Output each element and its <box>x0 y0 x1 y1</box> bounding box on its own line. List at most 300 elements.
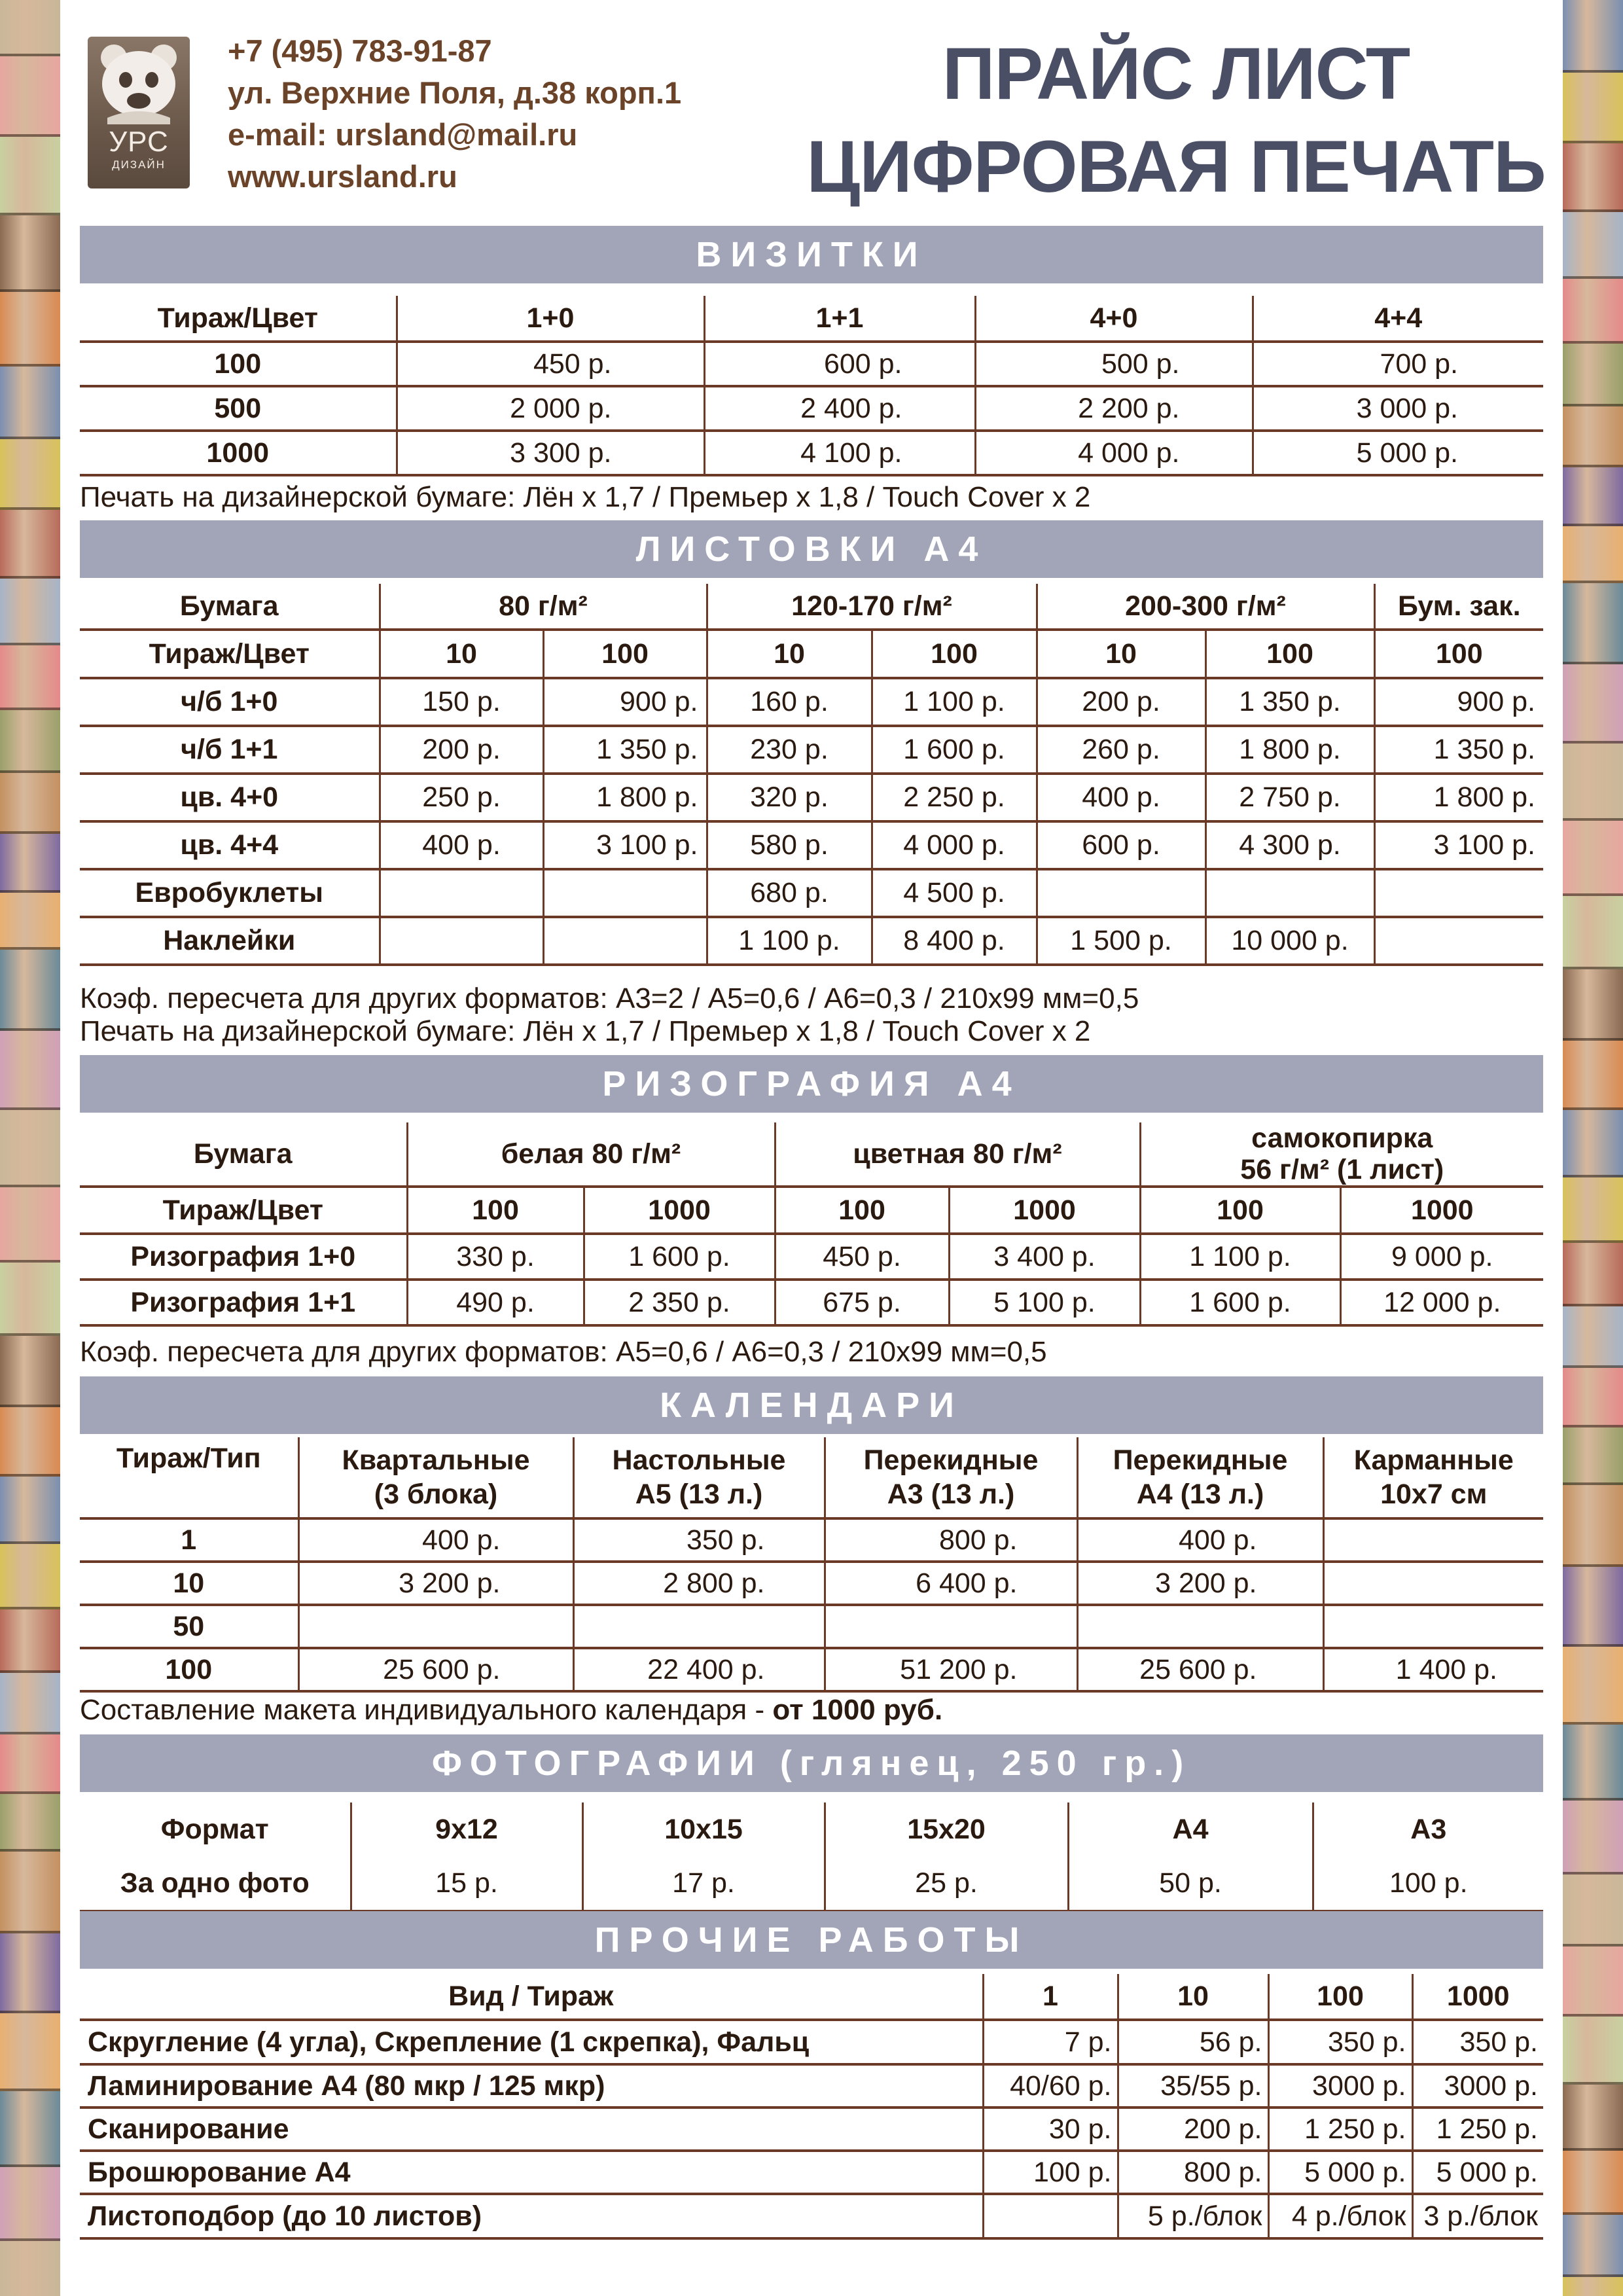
table-row <box>80 2064 1543 2108</box>
wood-plank <box>1563 1306 1623 1368</box>
section-header-photos: ФОТОГРАФИИ (глянец, 250 гр.) <box>80 1734 1543 1792</box>
service-name: Скругление (4 угла), Скрепление (1 скрепка), Фальц <box>80 2020 983 2064</box>
wood-plank <box>0 710 60 773</box>
photos-table <box>80 1803 1543 1912</box>
header-line: А3 (13 л.) <box>887 1479 1015 1510</box>
paper-label: Бумага <box>80 1122 407 1187</box>
wood-plank <box>1563 1177 1623 1243</box>
price-cell: 2 350 р. <box>584 1280 775 1325</box>
row-label: ч/б 1+0 <box>80 678 380 726</box>
price-cell <box>298 1605 573 1648</box>
table-row <box>80 386 1543 431</box>
table-row <box>80 2108 1543 2151</box>
price-cell: 200 р. <box>1118 2108 1268 2151</box>
price-cell: 5 000 р. <box>1412 2151 1543 2194</box>
wood-plank <box>1563 896 1623 969</box>
paper-type: белая 80 г/м² <box>407 1122 775 1187</box>
row-label: цв. 4+0 <box>80 774 380 821</box>
section-header-business-cards: ВИЗИТКИ <box>80 226 1543 283</box>
wood-plank <box>0 137 60 215</box>
header-cell: 10 <box>380 630 543 678</box>
logo-subtitle: ДИЗАЙН <box>112 158 166 171</box>
wood-plank <box>1563 1946 1623 2017</box>
price-cell: 1 350 р. <box>543 726 707 774</box>
wood-plank <box>1563 2277 1623 2296</box>
header-cell: 15х20 <box>825 1803 1068 1856</box>
price-cell: 1 800 р. <box>543 774 707 821</box>
wood-plank <box>0 2091 60 2167</box>
header-line: А5 (13 л.) <box>635 1479 763 1510</box>
price-cell: 1 250 р. <box>1268 2108 1412 2151</box>
header-cell: 100 <box>543 630 707 678</box>
price-cell: 230 р. <box>707 726 872 774</box>
price-cell: 1 350 р. <box>1374 726 1543 774</box>
price-cell: 1 500 р. <box>1037 917 1205 965</box>
price-cell: 4 000 р. <box>975 431 1253 475</box>
header-cell: А4 <box>1068 1803 1313 1856</box>
price-cell: 25 600 р. <box>298 1648 573 1691</box>
price-cell: 9 000 р. <box>1340 1234 1543 1280</box>
price-cell: 4 300 р. <box>1205 821 1374 869</box>
wood-plank <box>1563 1368 1623 1427</box>
header-cell: Тираж/Цвет <box>80 1187 407 1234</box>
website-link[interactable]: www.ursland.ru <box>228 159 457 194</box>
flyers-paper-note: Печать на дизайнерской бумаге: Лён х 1,7 / Премьер х 1,8 / Touch Cover х 2 <box>80 1015 1091 1047</box>
wood-plank <box>1563 583 1623 664</box>
price-cell <box>543 869 707 917</box>
wood-plank <box>1563 664 1623 744</box>
price-cell: 7 р. <box>983 2020 1118 2064</box>
header-cell: Тираж/Цвет <box>80 630 380 678</box>
wood-plank <box>0 645 60 710</box>
price-cell: 3 200 р. <box>1077 1562 1323 1605</box>
paper-row <box>80 1122 1543 1187</box>
header-cell: 100 <box>1268 1974 1412 2020</box>
header-cell: 1000 <box>949 1187 1140 1234</box>
price-cell: 400 р. <box>298 1518 573 1562</box>
row-label: 100 <box>80 342 397 386</box>
header-cell: 4+0 <box>975 296 1253 342</box>
row-label: 500 <box>80 386 397 431</box>
price-cell: 400 р. <box>1037 774 1205 821</box>
table-header-row <box>80 1437 1543 1518</box>
header-cell: 1+1 <box>704 296 975 342</box>
header-cell: 100 <box>407 1187 584 1234</box>
price-cell: 5 р./блок <box>1118 2194 1268 2238</box>
wood-plank <box>0 1734 60 1794</box>
wood-plank <box>1563 1874 1623 1946</box>
company-logo <box>88 37 190 188</box>
price-cell: 12 000 р. <box>1340 1280 1543 1325</box>
header-line: А4 (13 л.) <box>1136 1479 1264 1510</box>
wood-plank <box>1563 1041 1623 1110</box>
wood-plank <box>1563 1485 1623 1567</box>
header-line: Карманные <box>1353 1444 1514 1476</box>
price-cell <box>1323 1605 1543 1648</box>
wood-plank <box>1563 526 1623 583</box>
price-cell: 100 р. <box>983 2151 1118 2194</box>
calendars-note-price: от 1000 руб. <box>772 1694 943 1726</box>
wood-plank <box>1563 212 1623 279</box>
price-cell: 3 000 р. <box>1253 386 1543 431</box>
price-cell: 1 400 р. <box>1323 1648 1543 1691</box>
price-cell: 500 р. <box>975 342 1253 386</box>
header-cell: 1000 <box>584 1187 775 1234</box>
title-line-2: ЦИФРОВАЯ ПЕЧАТЬ <box>806 126 1546 207</box>
wood-plank <box>0 950 60 1031</box>
wood-plank <box>0 1263 60 1336</box>
paper-type: цветная 80 г/м² <box>775 1122 1140 1187</box>
wood-plank <box>1563 1427 1623 1485</box>
wood-plank-border-right <box>1563 0 1623 2296</box>
wood-plank <box>0 1794 60 1852</box>
header-cell: 100 <box>1374 630 1543 678</box>
table-row <box>80 1234 1543 1280</box>
wood-plank <box>0 1673 60 1734</box>
header-cell: 10х15 <box>582 1803 825 1856</box>
price-cell <box>1323 1562 1543 1605</box>
paper-type: Бум. зак. <box>1374 584 1543 630</box>
price-cell: 160 р. <box>707 678 872 726</box>
price-cell: 260 р. <box>1037 726 1205 774</box>
table-row <box>80 2151 1543 2194</box>
price-cell <box>380 917 543 965</box>
logo-title: УРС <box>109 126 169 158</box>
wood-plank <box>1563 2215 1623 2277</box>
price-cell: 3 300 р. <box>397 431 704 475</box>
wood-plank <box>1563 143 1623 212</box>
price-cell: 800 р. <box>1118 2151 1268 2194</box>
price-cell: 4 000 р. <box>872 821 1037 869</box>
wood-plank <box>0 1110 60 1187</box>
table-row <box>80 917 1543 965</box>
price-cell: 3000 р. <box>1412 2064 1543 2108</box>
price-cell <box>380 869 543 917</box>
header-cell: Тираж/Цвет <box>80 296 397 342</box>
header-cell <box>1323 1437 1543 1518</box>
row-label: Ризография 1+1 <box>80 1280 407 1325</box>
price-cell: 5 100 р. <box>949 1280 1140 1325</box>
price-cell: 1 800 р. <box>1374 774 1543 821</box>
price-cell <box>573 1605 825 1648</box>
header-cell: 10 <box>707 630 872 678</box>
price-cell <box>983 2194 1118 2238</box>
row-label: 100 <box>80 1648 298 1691</box>
table-row <box>80 678 1543 726</box>
business-cards-table <box>80 296 1543 476</box>
header-cell: 1+0 <box>397 296 704 342</box>
wood-plank <box>1563 73 1623 143</box>
price-cell: 680 р. <box>707 869 872 917</box>
table-row <box>80 342 1543 386</box>
price-cell: 3 200 р. <box>298 1562 573 1605</box>
price-cell: 350 р. <box>1412 2020 1543 2064</box>
price-cell: 1 100 р. <box>707 917 872 965</box>
price-cell: 22 400 р. <box>573 1648 825 1691</box>
row-label: 50 <box>80 1605 298 1648</box>
price-cell: 200 р. <box>380 726 543 774</box>
wood-plank <box>1563 1110 1623 1177</box>
wood-plank <box>1563 467 1623 526</box>
price-cell: 2 750 р. <box>1205 774 1374 821</box>
price-cell <box>1374 869 1543 917</box>
price-cell <box>1323 1518 1543 1562</box>
price-cell: 3 р./блок <box>1412 2194 1543 2238</box>
table-row <box>80 2020 1543 2064</box>
price-cell: 1 350 р. <box>1205 678 1374 726</box>
row-label: 1 <box>80 1518 298 1562</box>
price-cell: 2 200 р. <box>975 386 1253 431</box>
contact-block <box>228 30 681 198</box>
email-link[interactable]: e-mail: ursland@mail.ru <box>228 117 578 152</box>
wood-plank <box>1563 2017 1623 2085</box>
wood-plank <box>0 510 60 579</box>
price-cell: 50 р. <box>1068 1856 1313 1911</box>
price-cell: 330 р. <box>407 1234 584 1280</box>
table-row <box>80 869 1543 917</box>
price-cell: 900 р. <box>1374 678 1543 726</box>
price-cell: 2 000 р. <box>397 386 704 431</box>
header-cell: А3 <box>1313 1803 1543 1856</box>
header-cell: 100 <box>775 1187 949 1234</box>
service-name: Листоподбор (до 10 листов) <box>80 2194 983 2238</box>
row-label: Ризография 1+0 <box>80 1234 407 1280</box>
price-cell <box>825 1605 1077 1648</box>
price-cell: 800 р. <box>825 1518 1077 1562</box>
wood-plank <box>0 1407 60 1477</box>
phone-number[interactable]: +7 (495) 783-91-87 <box>228 33 492 68</box>
header-line: Квартальные <box>342 1444 530 1476</box>
price-cell: 3000 р. <box>1268 2064 1412 2108</box>
price-cell: 4 500 р. <box>872 869 1037 917</box>
price-cell: 700 р. <box>1253 342 1543 386</box>
table-header-row <box>80 1974 1543 2020</box>
price-cell: 450 р. <box>775 1234 949 1280</box>
wood-plank <box>1563 1647 1623 1725</box>
service-name: Сканирование <box>80 2108 983 2151</box>
wood-plank <box>1563 0 1623 73</box>
price-cell: 25 600 р. <box>1077 1648 1323 1691</box>
wood-plank <box>0 1187 60 1263</box>
price-cell <box>1205 869 1374 917</box>
price-cell: 15 р. <box>351 1856 582 1911</box>
table-row <box>80 1562 1543 1605</box>
table-row <box>80 726 1543 774</box>
price-cell: 35/55 р. <box>1118 2064 1268 2108</box>
wood-plank <box>0 1031 60 1110</box>
row-label: цв. 4+4 <box>80 821 380 869</box>
wood-plank <box>0 0 60 56</box>
price-cell: 1 600 р. <box>872 726 1037 774</box>
price-cell: 8 400 р. <box>872 917 1037 965</box>
price-cell <box>1077 1605 1323 1648</box>
table-row <box>80 1280 1543 1325</box>
section-header-calendars: КАЛЕНДАРИ <box>80 1376 1543 1434</box>
table-row <box>80 821 1543 869</box>
address: ул. Верхние Поля, д.38 корп.1 <box>228 75 682 110</box>
wood-plank <box>0 579 60 645</box>
price-cell: 1 600 р. <box>584 1234 775 1280</box>
header-cell <box>825 1437 1077 1518</box>
price-cell: 25 р. <box>825 1856 1068 1911</box>
wood-plank <box>1563 2085 1623 2151</box>
wood-plank <box>0 1933 60 2013</box>
wood-plank <box>1563 406 1623 467</box>
table-row <box>80 1605 1543 1648</box>
table-header-row <box>80 1187 1543 1234</box>
table-row <box>80 1648 1543 1691</box>
wood-plank <box>0 1609 60 1673</box>
wood-plank <box>1563 1725 1623 1801</box>
price-cell: 350 р. <box>573 1518 825 1562</box>
calendars-note <box>80 1693 942 1727</box>
table-header-row <box>80 630 1543 678</box>
wood-plank <box>1563 1243 1623 1306</box>
table-row <box>80 1518 1543 1562</box>
wood-plank <box>1563 744 1623 821</box>
wood-plank <box>1563 344 1623 406</box>
header-cell: 100 <box>872 630 1037 678</box>
service-name: Брошюрование А4 <box>80 2151 983 2194</box>
price-cell: 40/60 р. <box>983 2064 1118 2108</box>
wood-plank <box>0 2167 60 2241</box>
price-cell: 675 р. <box>775 1280 949 1325</box>
wood-plank <box>0 773 60 834</box>
paper-row <box>80 584 1543 630</box>
table-row <box>80 1856 1543 1911</box>
header-cell: 100 <box>1205 630 1374 678</box>
table-row <box>80 2194 1543 2238</box>
paper-type-carbonless <box>1140 1122 1543 1187</box>
price-list-sheet <box>60 0 1563 2296</box>
wood-plank <box>0 439 60 510</box>
paper-type: 120-170 г/м² <box>707 584 1037 630</box>
header-line: Настольные <box>612 1444 786 1476</box>
row-label: 1000 <box>80 431 397 475</box>
header-cell: 9х12 <box>351 1803 582 1856</box>
wood-plank <box>0 367 60 439</box>
header-cell: 4+4 <box>1253 296 1543 342</box>
price-cell: 250 р. <box>380 774 543 821</box>
header-cell: 100 <box>1140 1187 1340 1234</box>
price-cell <box>543 917 707 965</box>
header-cell: 1 <box>983 1974 1118 2020</box>
price-cell: 200 р. <box>1037 678 1205 726</box>
document-title <box>793 27 1559 213</box>
header-line: 10х7 см <box>1380 1479 1488 1510</box>
header-cell <box>80 1437 298 1518</box>
wood-plank <box>0 834 60 893</box>
price-cell: 1 600 р. <box>1140 1280 1340 1325</box>
calendars-note-text: Составление макета индивидуального календаря - <box>80 1694 773 1726</box>
section-header-flyers: ЛИСТОВКИ А4 <box>80 520 1543 578</box>
price-cell: 56 р. <box>1118 2020 1268 2064</box>
wood-plank <box>1563 1567 1623 1647</box>
header-line: Перекидные <box>863 1444 1039 1476</box>
wood-plank <box>0 1477 60 1544</box>
header-cell <box>298 1437 573 1518</box>
wood-plank <box>1563 969 1623 1041</box>
wood-plank <box>0 215 60 292</box>
header-cell: 10 <box>1037 630 1205 678</box>
price-cell: 2 250 р. <box>872 774 1037 821</box>
price-cell: 30 р. <box>983 2108 1118 2151</box>
paper-type-line: самокопирка <box>1251 1122 1433 1154</box>
price-cell: 6 400 р. <box>825 1562 1077 1605</box>
paper-type: 200-300 г/м² <box>1037 584 1374 630</box>
price-cell: 1 800 р. <box>1205 726 1374 774</box>
wood-plank <box>1563 1801 1623 1874</box>
wood-plank <box>1563 821 1623 896</box>
price-cell: 1 100 р. <box>1140 1234 1340 1280</box>
price-cell: 400 р. <box>380 821 543 869</box>
business-cards-note: Печать на дизайнерской бумаге: Лён х 1,7 / Премьер х 1,8 / Touch Cover х 2 <box>80 481 1091 513</box>
header-cell: Формат <box>160 1813 269 1845</box>
price-cell: 5 000 р. <box>1268 2151 1412 2194</box>
price-cell: 900 р. <box>543 678 707 726</box>
price-cell: 580 р. <box>707 821 872 869</box>
row-label: Евробуклеты <box>80 869 380 917</box>
header-cell: 1000 <box>1412 1974 1543 2020</box>
paper-type: 80 г/м² <box>380 584 707 630</box>
wood-plank <box>0 56 60 137</box>
wood-plank <box>0 1852 60 1933</box>
wood-plank <box>1563 2151 1623 2215</box>
price-cell: 51 200 р. <box>825 1648 1077 1691</box>
wood-plank <box>1563 279 1623 344</box>
price-cell <box>1374 917 1543 965</box>
table-header-row <box>80 296 1543 342</box>
header-line: Тираж/Тип <box>116 1443 261 1474</box>
price-cell: 4 100 р. <box>704 431 975 475</box>
price-cell: 1 250 р. <box>1412 2108 1543 2151</box>
other-works-table <box>80 1974 1543 2240</box>
price-cell: 490 р. <box>407 1280 584 1325</box>
wood-plank-border-left <box>0 0 60 2296</box>
row-label: За одно фото <box>80 1856 351 1911</box>
price-cell: 5 000 р. <box>1253 431 1543 475</box>
price-cell: 1 100 р. <box>872 678 1037 726</box>
wood-plank <box>0 2241 60 2296</box>
flyers-format-note: Коэф. пересчета для других форматов: А3=2 / А5=0,6 / А6=0,3 / 210х99 мм=0,5 <box>80 982 1139 1014</box>
price-cell: 2 400 р. <box>704 386 975 431</box>
service-name: Ламинирование А4 (80 мкр / 125 мкр) <box>80 2064 983 2108</box>
price-cell: 3 100 р. <box>1374 821 1543 869</box>
price-cell: 2 800 р. <box>573 1562 825 1605</box>
flyers-body <box>80 678 1543 965</box>
price-cell: 100 р. <box>1313 1856 1543 1911</box>
wood-plank <box>0 1336 60 1407</box>
paper-label: Бумага <box>80 584 380 630</box>
price-cell: 150 р. <box>380 678 543 726</box>
price-cell: 600 р. <box>1037 821 1205 869</box>
wood-plank <box>0 1544 60 1609</box>
title-line-1: ПРАЙС ЛИСТ <box>942 33 1410 115</box>
section-header-risography: РИЗОГРАФИЯ А4 <box>80 1055 1543 1113</box>
price-cell: 350 р. <box>1268 2020 1412 2064</box>
row-label: Наклейки <box>80 917 380 965</box>
wood-plank <box>0 2013 60 2091</box>
paper-type-line: 56 г/м² (1 лист) <box>1240 1154 1444 1185</box>
price-cell: 4 р./блок <box>1268 2194 1412 2238</box>
price-cell <box>1037 869 1205 917</box>
risography-table <box>80 1122 1543 1327</box>
header-cell: 10 <box>1118 1974 1268 2020</box>
table-row <box>80 431 1543 475</box>
header-cell <box>573 1437 825 1518</box>
price-cell: 3 100 р. <box>543 821 707 869</box>
header-cell: Вид / Тираж <box>80 1974 983 2020</box>
